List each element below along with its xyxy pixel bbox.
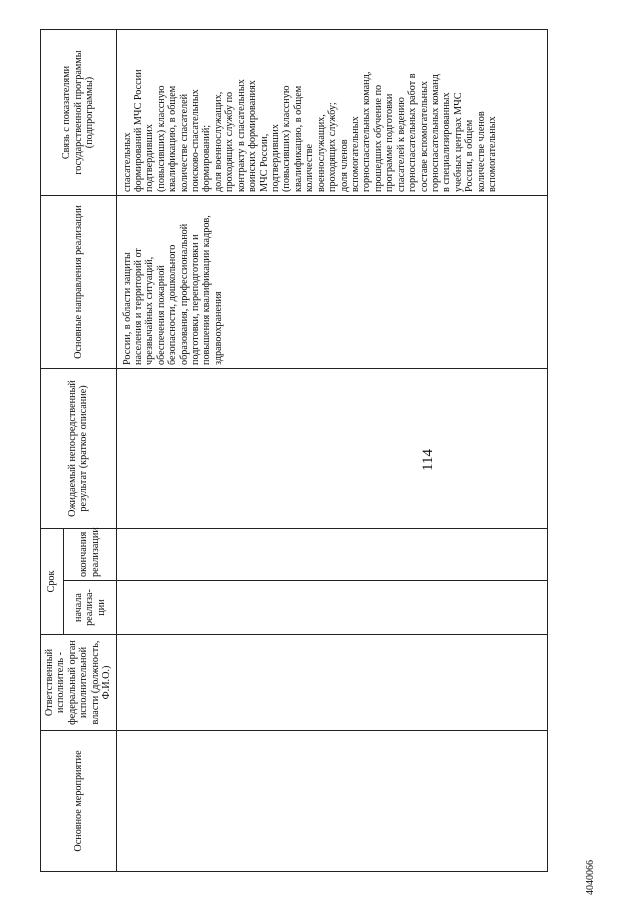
- document-id: 4040066: [585, 860, 596, 895]
- cell-term-end: [116, 529, 547, 581]
- cell-main-activity: [116, 731, 547, 872]
- table-row: [116, 30, 547, 872]
- header-responsible: Ответственный исполнитель - федеральный орган исполнительной власти (должность, Ф.И.О.): [41, 635, 117, 731]
- cell-expected-result: [116, 369, 547, 529]
- header-indicators-link: Связь с показателями государственной программы (подпрограммы): [41, 30, 117, 196]
- cell-term-start: [116, 581, 547, 635]
- page-number: 114: [420, 449, 436, 471]
- header-main-activity: Основное мероприятие: [41, 731, 117, 872]
- header-term: Срок: [41, 529, 64, 635]
- cell-indicators-link: спасательных формирований МЧС России подтвердивших (повысивших) классную квалификацию, в общем количестве спасателей поисково-спасательных формирований; доля военнослужащих, проходящих службу по контракту в спасательных воинских формированиях МЧС России, подтвердивших (повысивших) классную квалификацию, в общем количестве военнослужащих, проходящих службу; доля членов вспомогательных горноспасательных команд, прошедших обучение по программе подготовки спасателей к ведению горноспасательных работ в составе вспомогательных горноспасательных команд в специализированных учебных центрах МЧС России, в общем количестве членов вспомогательных: [116, 30, 547, 196]
- cell-responsible: [116, 635, 547, 731]
- header-term-end: окончания реализации: [64, 529, 116, 581]
- activities-table: [40, 29, 548, 872]
- header-row: [41, 30, 64, 872]
- header-term-start: начала реализа-ции: [64, 581, 116, 635]
- header-expected-result: Ожидаемый непосредственный результат (краткое описание): [41, 369, 117, 529]
- cell-directions: России, в области защиты населения и территорий от чрезвычайных ситуаций, обеспечения пожарной безопасности, дошкольного образования, профессиональной подготовки, переподготовки и повышения квалификации кадров, здравоохранения: [116, 196, 547, 369]
- header-directions: Основные направления реализации: [41, 196, 117, 369]
